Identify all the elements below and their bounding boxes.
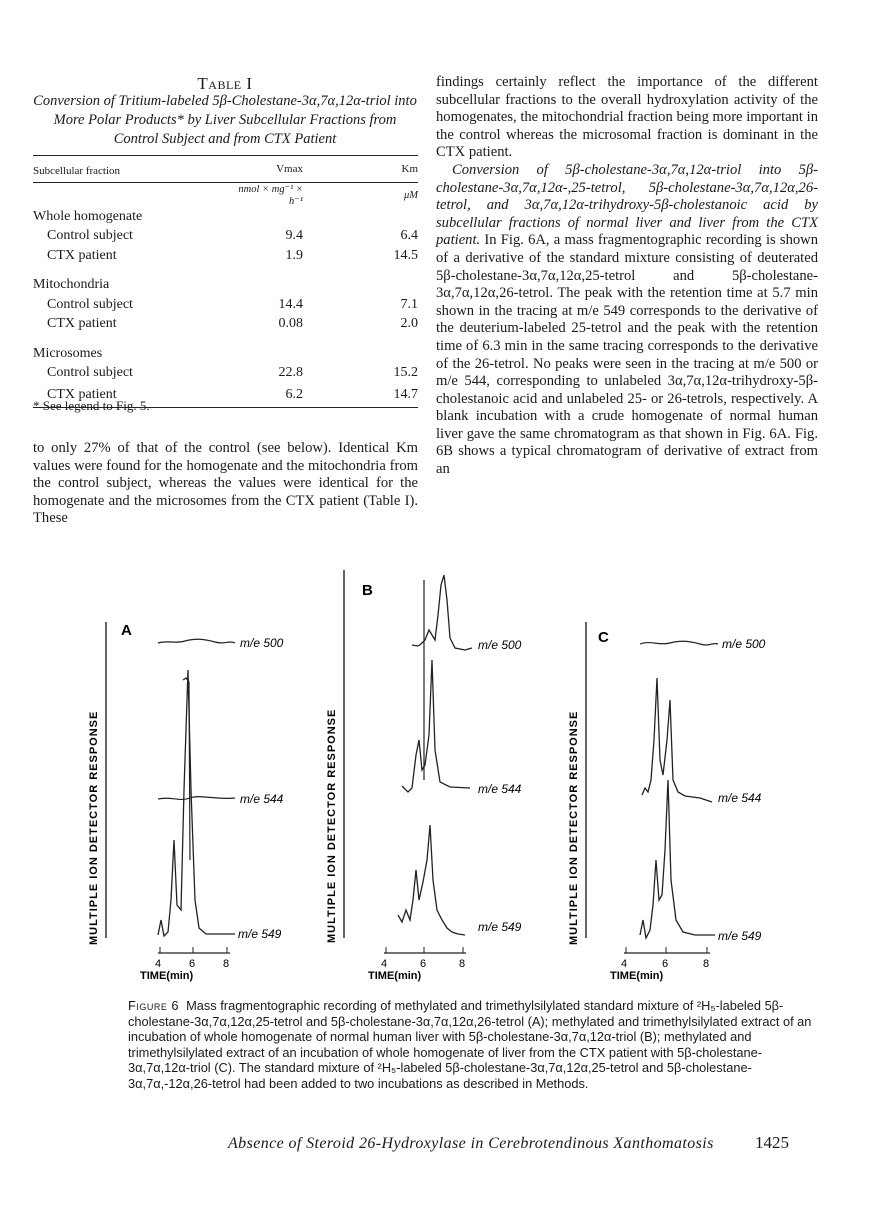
unit-km: μM	[403, 189, 418, 201]
trace-label-500-b: m/e 500	[478, 638, 522, 652]
trace-label-544-c: m/e 544	[718, 791, 762, 805]
trace-500-a	[158, 639, 235, 643]
trace-544-b	[402, 660, 470, 792]
row-label: Control subject	[47, 228, 133, 244]
table-footnote: * See legend to Fig. 5.	[33, 398, 150, 413]
right-paragraph-1: findings certainly reflect the importance of the different subcellular fractions to the overall hydroxylation activity of the homogenates, the mitochondrial fraction being more important in the control whereas the microsomal fraction is dominant in the CTX patient.	[436, 74, 818, 161]
x-tick-c-6: 6	[662, 958, 669, 970]
trace-label-500-c: m/e 500	[722, 637, 766, 651]
group-row	[33, 207, 418, 227]
trace-label-549-a: m/e 549	[238, 927, 282, 941]
x-tick-b-6: 6	[420, 958, 427, 970]
y-axis-label-a: MULTIPLE ION DETECTOR RESPONSE	[88, 710, 100, 945]
group-label: Microsomes	[33, 345, 103, 361]
x-tick-b-8: 8	[459, 958, 466, 970]
panel-b	[326, 570, 522, 982]
figure-6	[0, 560, 890, 990]
table-row	[33, 295, 418, 315]
table-row	[33, 246, 418, 266]
trace-500-c	[640, 641, 718, 645]
x-axis-label-c: TIME(min)	[610, 970, 664, 982]
km-value: 6.4	[400, 228, 418, 244]
y-axis-label-c: MULTIPLE ION DETECTOR RESPONSE	[568, 710, 580, 945]
group-label: Mitochondria	[33, 277, 110, 293]
vmax-value: 1.9	[285, 247, 303, 263]
table-title: Table I	[197, 74, 253, 93]
unit-fraction	[33, 183, 228, 208]
trace-549-a	[158, 670, 235, 936]
trace-label-544-a: m/e 544	[240, 792, 284, 806]
unit-vmax: nmol × mg⁻¹ × h⁻¹	[238, 184, 303, 207]
x-tick-a-4: 4	[155, 958, 162, 970]
table-row	[33, 364, 418, 384]
x-axis-label-a: TIME(min)	[140, 970, 194, 982]
vmax-value: 14.4	[278, 296, 303, 312]
trace-label-549-b: m/e 549	[478, 920, 522, 934]
figure-caption	[128, 998, 818, 1092]
row-label: Control subject	[47, 296, 133, 312]
panel-a	[88, 622, 284, 982]
trace-label-544-b: m/e 544	[478, 782, 522, 796]
group-row	[33, 276, 418, 296]
page-number: 1425	[755, 1133, 789, 1152]
panel-label-c: C	[598, 629, 609, 646]
row-label: CTX patient	[47, 387, 117, 402]
figure-caption-text: Mass fragmentographic recording of methylated and trimethylsilylated standard mixture of ²H₅-labeled 5β-cholestane-3α,7α,12α,25-tetrol and 5β-cholestane-3α,7α,12α,26-tetrol (A); methylated and trimethylsilylated extract of an incubation of whole homogenate of normal human liver with 5β-cholestane-3α,7α,12α-triol (B); methylated and trimethylsilylated extract of an incubation of whole homogenate of liver from the CTX patient with 5β-cholestane-3α,7α,12α-triol (C). The standard mixture of ²H₅-labeled 5β-cholestane-3α,7α,12α,25-tetrol and 5β-cholestane-3α,7α,-12α,26-tetrol had been added to two incubations as described in Methods.	[128, 998, 812, 1091]
row-label: CTX patient	[47, 247, 117, 263]
y-axis-label-b: MULTIPLE ION DETECTOR RESPONSE	[326, 708, 338, 943]
data-table	[33, 155, 418, 408]
right-column	[436, 74, 818, 479]
col-header-km: Km	[401, 163, 418, 175]
x-axis-label-b: TIME(min)	[368, 970, 422, 982]
x-tick-a-8: 8	[223, 958, 230, 970]
table-row	[33, 315, 418, 335]
vmax-value: 22.8	[278, 365, 303, 381]
right-paragraph-2: In Fig. 6A, a mass fragmentographic recording is shown of a derivative of the standard mixture consisting of deuterated 5β-cholestane-3α,7α,12α,25-tetrol and 5β-cholestane-3α,7α,12α,26-tetrol. The peak with the retention time at 5.7 min shown in the tracing at m/e 549 corresponds to the derivative of the deuterium-labeled 25-tetrol and the peak with the retention time of 6.3 min in the same tracing corresponds to the derivative of the 26-tetrol. No peaks were seen in the tracing at m/e 500 or m/e 544, corresponding to unlabeled 3α,7α,12α-trihydroxy-5β-cholestanoic acid and unlabeled 25- or 26-tetrols, respectively. A blank incubation with a crude homogenate of normal human liver gave the same chromatogram as that shown in Fig. 6A. Fig. 6B shows a typical chromatogram of derivative of extract from an	[436, 232, 818, 478]
vmax-value: 6.2	[285, 387, 303, 402]
figure-caption-label: Figure 6	[128, 998, 179, 1013]
panel-label-a: A	[121, 622, 132, 639]
panel-label-b: B	[362, 582, 373, 599]
running-footer: Absence of Steroid 26-Hydroxylase in Cerebrotendinous Xanthomatosis	[228, 1135, 714, 1152]
x-tick-c-4: 4	[621, 958, 628, 970]
km-value: 15.2	[393, 365, 418, 381]
panel-c	[568, 622, 766, 982]
left-paragraph: to only 27% of that of the control (see below). Identical Km values were found for the homogenate and the mitochondria from the control subject, whereas the values were identical for the homogenate and the microsomes from the CTX patient (Table I). These	[33, 440, 418, 527]
km-value: 14.5	[393, 247, 418, 263]
table-row	[33, 227, 418, 247]
vmax-value: 9.4	[285, 228, 303, 244]
km-value: 14.7	[393, 387, 418, 402]
row-label: Control subject	[47, 365, 133, 381]
col-header-fraction: Subcellular fraction	[33, 165, 121, 177]
trace-label-549-c: m/e 549	[718, 929, 762, 943]
trace-549-c	[640, 780, 715, 938]
x-tick-b-4: 4	[381, 958, 388, 970]
km-value: 2.0	[400, 316, 418, 332]
group-row	[33, 344, 418, 364]
trace-549-b	[398, 825, 465, 935]
trace-500-b	[412, 575, 472, 650]
group-label: Whole homogenate	[33, 208, 143, 224]
vmax-value: 0.08	[278, 316, 303, 332]
km-value: 7.1	[400, 296, 418, 312]
trace-544-a	[158, 797, 235, 800]
section-heading: Conversion of 5β-cholestane-3α,7α,12α-triol into 5β-cholestane-3α,7α,12α-,25-tetrol, 5β-cholestane-3α,7α,12α,26-tetrol, and 3α,7α,12α-trihydroxy-5β-cholestanoic acid by subcellular fractions of normal liver and liver from the CTX patient.	[436, 161, 818, 249]
trace-label-500-a: m/e 500	[240, 636, 284, 650]
row-label: CTX patient	[47, 316, 117, 332]
table-subtitle: Conversion of Tritium-labeled 5β-Cholestane-3α,7α,12α-triol into More Polar Products* by Liver Subcellular Fractions from Control Subject and from CTX Patient	[33, 93, 417, 147]
col-header-vmax: Vmax	[276, 163, 303, 175]
trace-544-c	[642, 678, 712, 802]
x-tick-c-8: 8	[703, 958, 710, 970]
x-tick-a-6: 6	[189, 958, 196, 970]
